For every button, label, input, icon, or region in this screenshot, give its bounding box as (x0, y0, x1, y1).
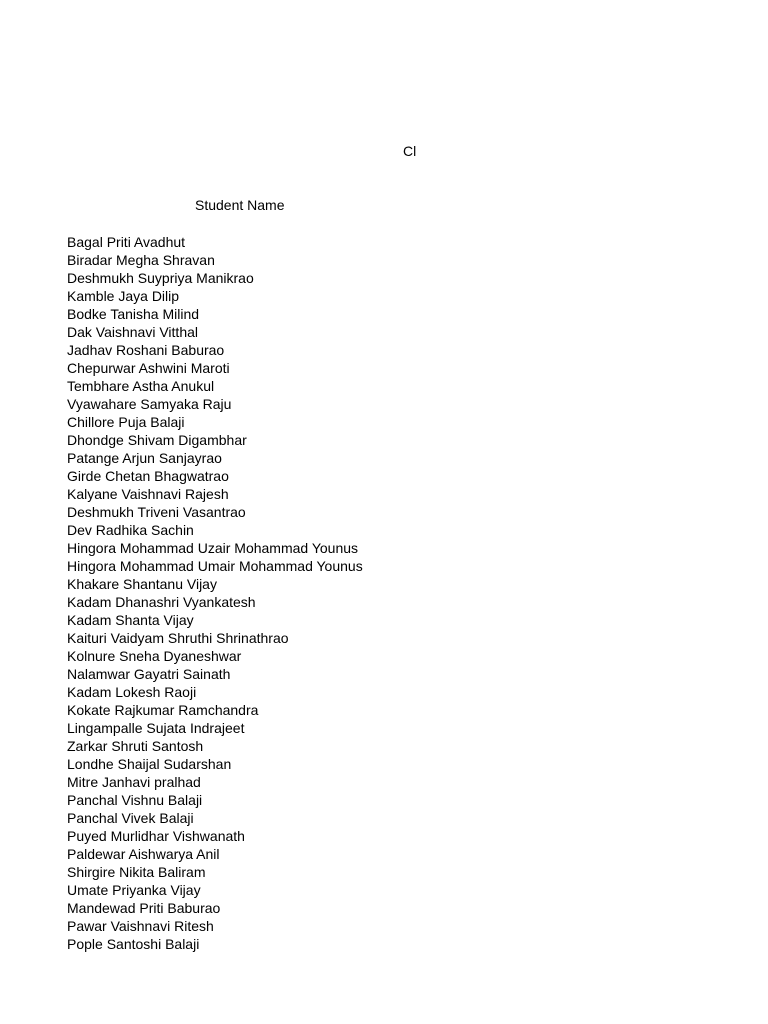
student-name-row: Kamble Jaya Dilip (67, 288, 180, 304)
student-name-row: Patange Arjun Sanjayrao (67, 450, 222, 466)
student-name-row: Pawar Vaishnavi Ritesh (67, 918, 214, 934)
student-name-row: Pople Santoshi Balaji (67, 936, 200, 952)
student-name-row: Puyed Murlidhar Vishwanath (67, 828, 245, 844)
student-name-row: Kadam Lokesh Raoji (67, 684, 197, 700)
student-name-row: Lingampalle Sujata Indrajeet (67, 720, 245, 736)
student-name-row: Bodke Tanisha Milind (67, 306, 200, 322)
student-name-row: Hingora Mohammad Uzair Mohammad Younus (67, 540, 359, 556)
student-name-row: Panchal Vivek Balaji (67, 810, 194, 826)
student-name-row: Khakare Shantanu Vijay (67, 576, 217, 592)
student-name-row: Londhe Shaijal Sudarshan (67, 756, 232, 772)
student-name-row: Jadhav Roshani Baburao (67, 342, 225, 358)
page-header-text: Cl (403, 143, 417, 159)
student-name-row: Vyawahare Samyaka Raju (67, 396, 232, 412)
student-name-row: Nalamwar Gayatri Sainath (67, 666, 231, 682)
student-name-row: Kolnure Sneha Dyaneshwar (67, 648, 242, 664)
student-name-row: Deshmukh Triveni Vasantrao (67, 504, 246, 520)
student-name-row: Dak Vaishnavi Vitthal (67, 324, 198, 340)
student-name-row: Biradar Megha Shravan (67, 252, 215, 268)
student-name-row: Zarkar Shruti Santosh (67, 738, 204, 754)
student-name-row: Kaituri Vaidyam Shruthi Shrinathrao (67, 630, 289, 646)
student-name-row: Mitre Janhavi pralhad (67, 774, 201, 790)
student-name-row: Girde Chetan Bhagwatrao (67, 468, 229, 484)
student-name-list (67, 233, 363, 953)
student-name-row: Bagal Priti Avadhut (67, 234, 186, 250)
student-name-row: Kadam Shanta Vijay (67, 612, 194, 628)
student-name-row: Shirgire Nikita Baliram (67, 864, 206, 880)
student-name-row: Chillore Puja Balaji (67, 414, 185, 430)
student-name-row: Umate Priyanka Vijay (67, 882, 201, 898)
student-name-row: Mandewad Priti Baburao (67, 900, 221, 916)
student-name-row: Paldewar Aishwarya Anil (67, 846, 220, 862)
student-name-row: Deshmukh Suypriya Manikrao (67, 270, 254, 286)
student-name-row: Chepurwar Ashwini Maroti (67, 360, 230, 376)
student-name-row: Kalyane Vaishnavi Rajesh (67, 486, 229, 502)
student-name-row: Dev Radhika Sachin (67, 522, 194, 538)
student-name-row: Kokate Rajkumar Ramchandra (67, 702, 259, 718)
student-name-row: Hingora Mohammad Umair Mohammad Younus (67, 558, 363, 574)
student-name-row: Dhondge Shivam Digambhar (67, 432, 247, 448)
student-name-row: Kadam Dhanashri Vyankatesh (67, 594, 256, 610)
student-name-column-header: Student Name (195, 197, 285, 213)
student-name-row: Tembhare Astha Anukul (67, 378, 215, 394)
student-name-row: Panchal Vishnu Balaji (67, 792, 203, 808)
